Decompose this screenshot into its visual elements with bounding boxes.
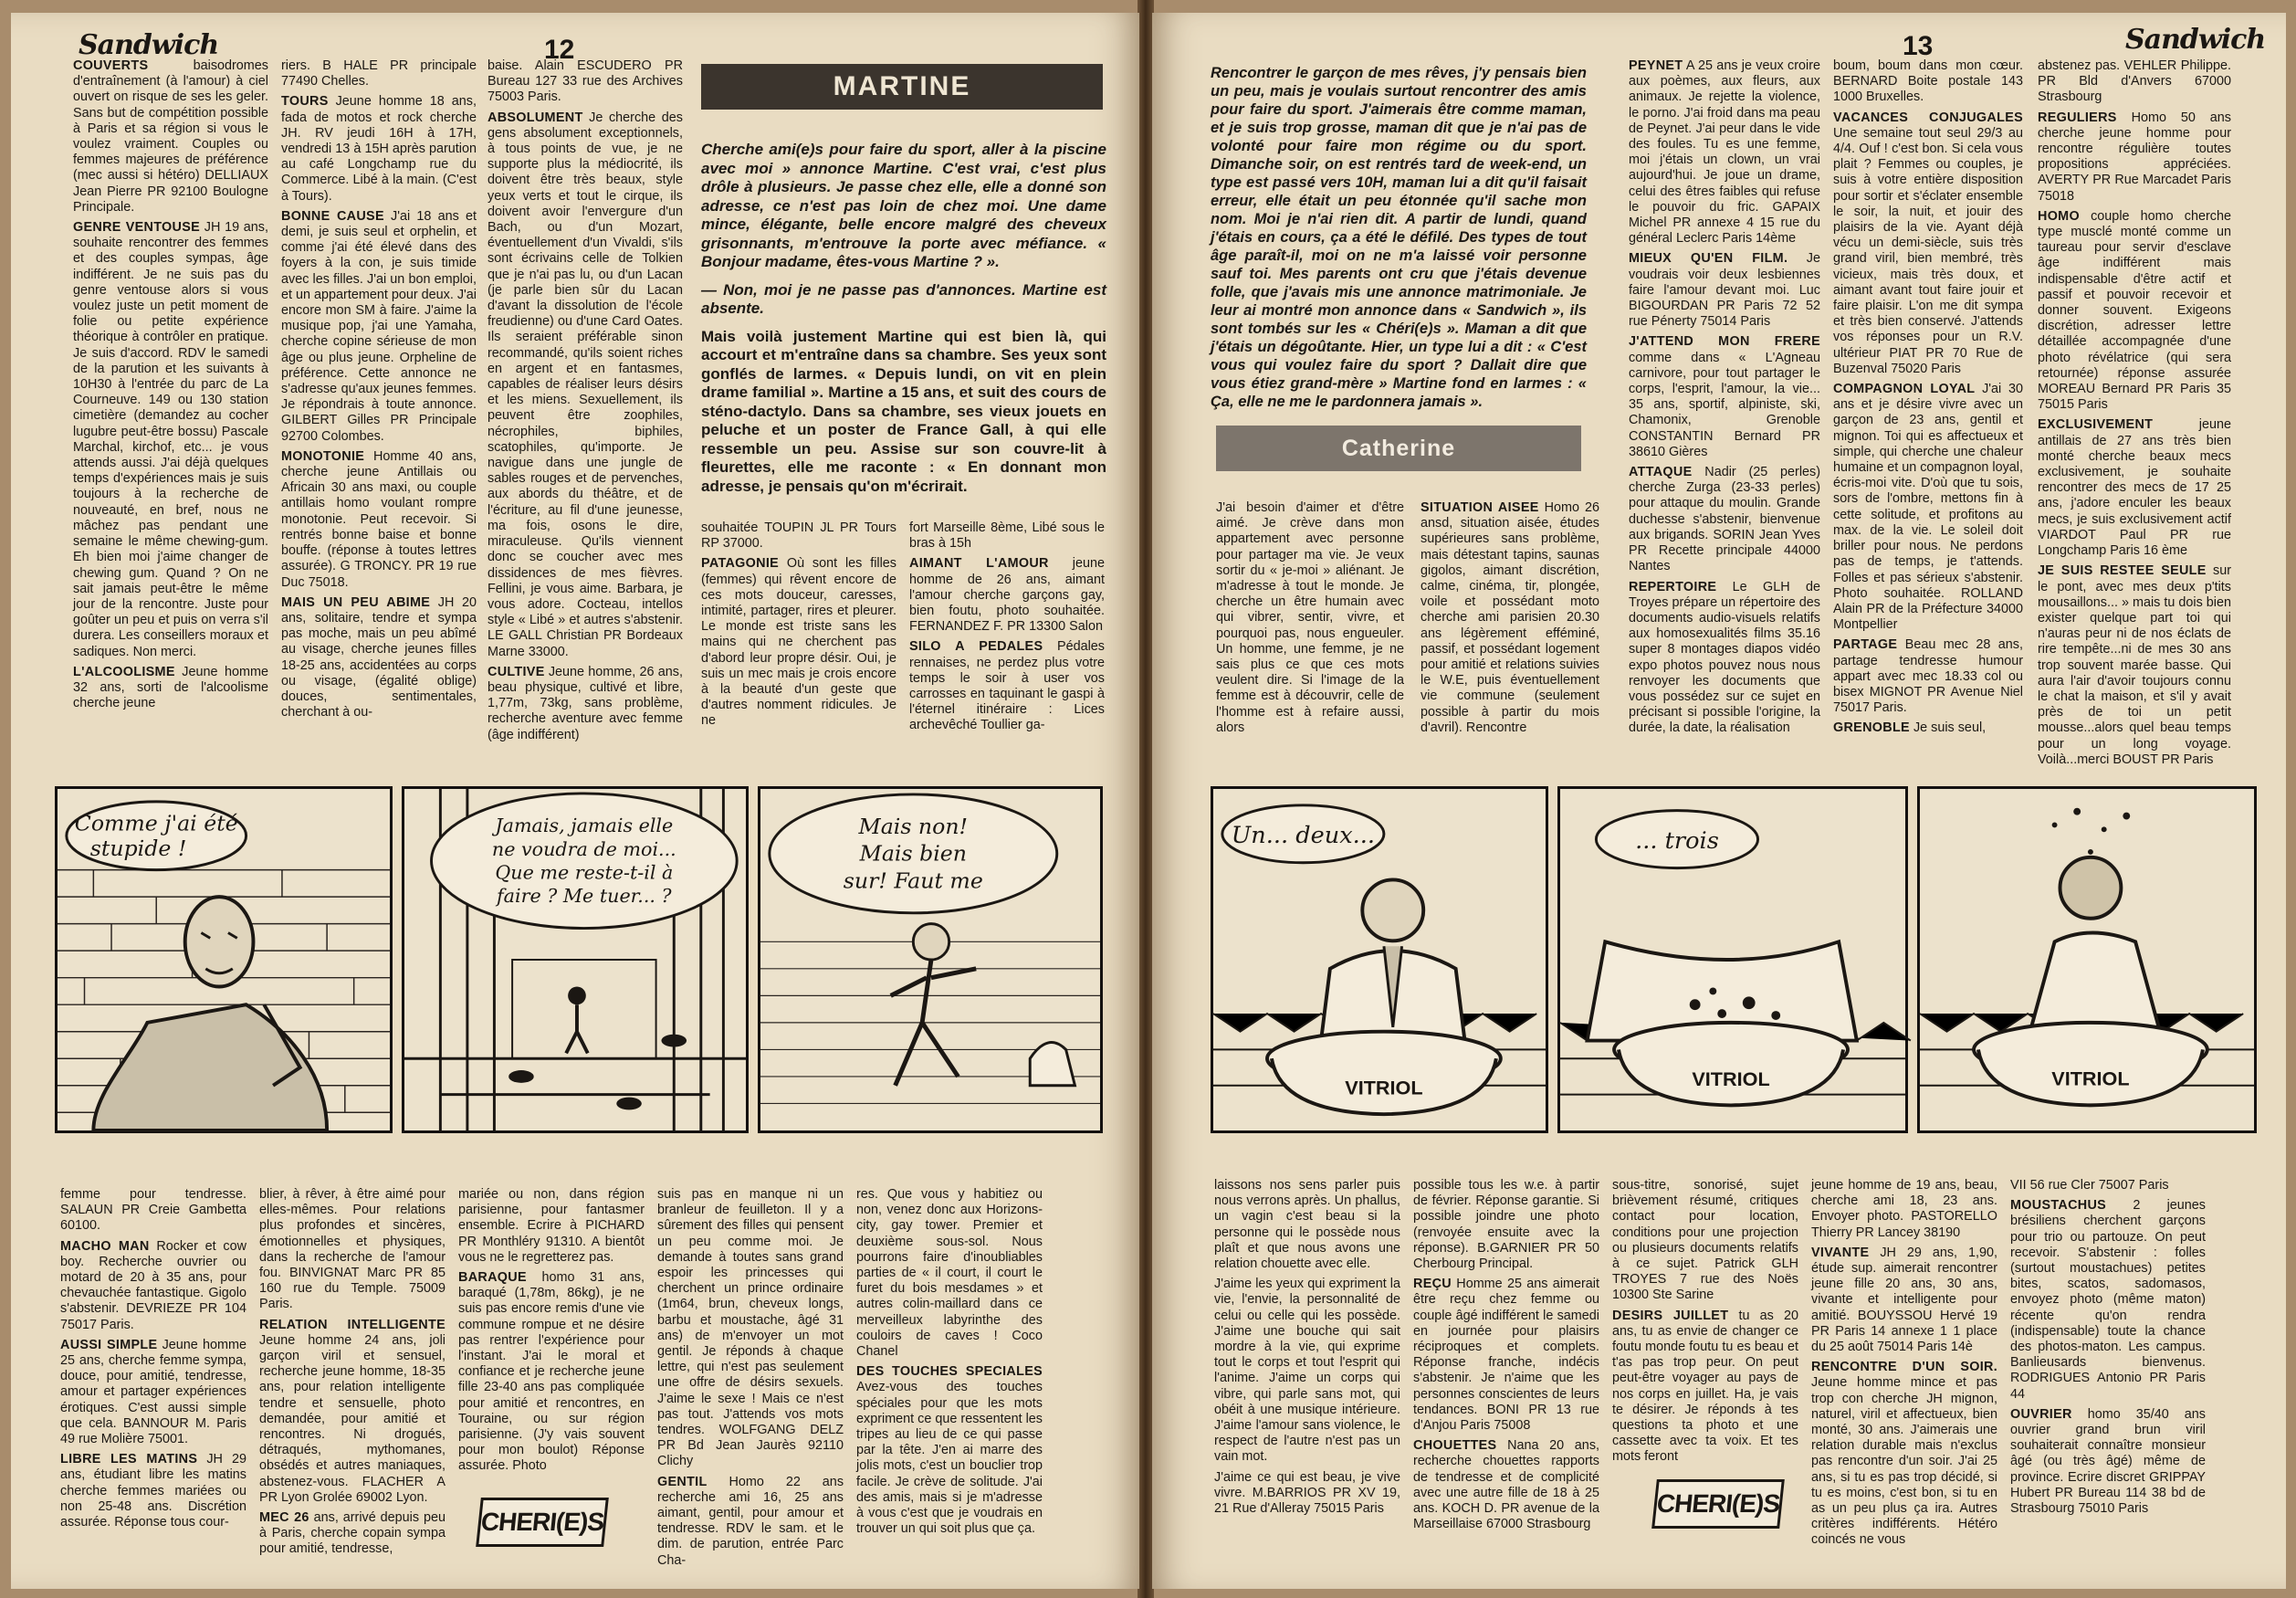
cheries-logo: CHERI(E)S [476,1498,609,1547]
classified-ad [1413,1178,1599,1272]
ad-text: mariée ou non, dans région parisienne, pour fantasmer ensemble. Ecrire à PICHARD PR Monthléry 91310. A bientôt vous ne le regretterez pas. [458,1187,645,1265]
ad-text: jeune antillais de 27 ans très bien monté cherche beaux mecs exclusivement, je souhaite rencontrer des mecs de 17 25 ans, j'adore enculer les beaux mecs, je suis exclusivement actif VIARDOT Paul PR rue Longchamp Paris 16 ème [2038,417,2231,559]
ad-keyword: ABSOLUMENT [488,110,583,125]
ad-keyword: LIBRE LES MATINS [60,1452,198,1467]
classified-ad [2038,58,2231,106]
classified-ad [259,1510,446,1558]
classified-ad [2010,1198,2206,1403]
martine-intro: Cherche ami(e)s pour faire du sport, aller à la piscine avec moi » annonce Martine. C'est vrai, c'est plus drôle à plusieurs. Je passe chez elle, elle a donné son adresse, ce n'est pas loin de chez moi. Une dame mince, élégante, belle encore malgré des cheveux grisonnants, m'entrouve la porte avec méfiance. « Bonjour madame, êtes-vous Martine ? ». [701,141,1106,270]
ad-text: Homme 25 ans aimerait être reçu chez femme ou couple âgé indifférent le samedi en journée pour plaisirs réciproques et complets. Réponse franche, indécis s'abstenir. Je n'aime que les personnes conscientes de leurs tendances. BONI PR 13 rue d'Anjou Paris 75008 [1413,1277,1599,1434]
ads-column-r1 [1629,58,1821,736]
martine-reply: — Non, moi je ne passe pas d'annonces. Martine est absente. [701,280,1106,317]
classified-ad [2038,563,2231,768]
ad-text: homo 35/40 ans ouvrier grand brun viril souhaiterait connaître monsieur âgé (ou très âgé) même de province. Ecrire discret GRIPPAY Hubert PR Bureau 114 38 bd de Strasbourg 75010 Paris [2010,1406,2206,1517]
classified-ad [1811,1246,1997,1355]
ad-text: fort Marseille 8ème, Libé sous le bras à 15h [909,520,1105,552]
ads-column-8 [458,1187,645,1488]
masthead-logo: Sandwich [79,29,219,61]
ad-keyword: VACANCES CONJUGALES [1833,110,2023,125]
ad-keyword: DES TOUCHES SPECIALES [856,1364,1043,1380]
ad-text: JH 20 ans, solitaire, tendre et sympa pas moche, mais un peu abîmé au visage, cherche jeunes filles 18-25 ans, accidentées au corps ou visage, (égalité oblige) douces, sentimentales, cherchant à ou- [281,594,477,720]
ad-keyword: OUVRIER [2010,1406,2072,1422]
ad-keyword: REGULIERS [2038,110,2117,125]
left-page [11,13,1139,1589]
vitriol-label: VITRIOL [1692,1067,1770,1090]
classified-ad [1629,465,1820,574]
comic-bubble-1: Comme j'ai été [74,810,238,836]
right-page [1152,13,2286,1589]
page-number: 12 [544,35,575,65]
ad-text: Je suis seul, [1913,720,1987,736]
svg-text:Mais bien: Mais bien [859,840,967,867]
classified-ad [909,556,1105,635]
ad-keyword: GRENOBLE [1833,720,1910,736]
ad-keyword: DESIRS JUILLET [1612,1308,1729,1323]
comic-panel-2 [402,786,749,1133]
martine-body: Mais voilà justement Martine qui est bien là, qui accourt et m'entraîne dans sa chambre. Ses yeux sont gonflés de larmes. « Depuis lundi, on vit en plein drame familial ». Martine a 15 ans, et suit des cours de sténo-dactylo. Dans sa chambre, ses vieux jouets en peluche et un poster de France Gall, à qui elle ressemble un peu. Assise sur son couvre-lit à fleurettes, elle me raconte : « En donnant mon adresse, je pensais qu'on m'écrirait. [701,327,1106,495]
ad-text: Beau mec 28 ans, partage tendresse humour appart avec mec 18.33 col ou bisex MIGNOT PR Avenue Niel 75017 Paris. [1833,637,2024,716]
comic-panel-5-art [1560,789,1905,1130]
ad-text: A 25 ans je veux croire aux poèmes, aux fleurs, aux animaux. Je rejette la violence, le porno. J'ai froid dans ma peau de Peynet. J'ai peur dans le vide des foules. Tu es une femme, moi j'étais un clown, un vrai aujourd'hui. Je joue un drame, celui des êtres faibles qui refuse le pouvoir du fric. GAPAIX Michel PR annexe 4 15 rue du général Leclerc Paris 14ème [1629,58,1820,247]
ad-text: res. Que vous y habitiez ou non, venez donc aux Horizons-city, gay tower. Premier et deuxième sous-sol. Nous pourrons faire d'inoubliables parties de « il court, il court le furet du bois mesdames » et autres colin-maillard dans ce merveilleux labyrinthe des couloirs de caves ! Coco Chanel [856,1187,1043,1360]
ad-text: J'aime les yeux qui expriment la vie, l'envie, la personnalité de celui ou celle qui les possède. J'aime une bouche qui sait mordre à la vie, qui exprime tout le corps et tout l'esprit qui l'anime. J'aime un corps qui vibre, qui parle sans mot, qui obéit à une musique intérieure. J'aime l'amour sans violence, le respect de l'autre n'est pas un vain mot. [1214,1277,1400,1465]
vitriol-label: VITRIOL [1345,1076,1423,1099]
classified-ad [1811,1360,1997,1548]
ad-text: Homme 40 ans, cherche jeune Antillais ou Africain 30 ans maxi, ou couple antillais homo voulant rompre monotonie. Peut recevoir. Si rentrés bonne baise et bonne bouffe. (réponse à toutes lettres assurée). G TRONCY. PR 19 rue Duc 75018. [281,448,477,590]
comic-bubble-4: Un... deux... [1231,822,1376,850]
comic-panel-6-art [1920,789,2254,1130]
ads-column-7 [259,1187,446,1580]
ads-column-r2 [1833,58,2024,736]
ad-text: Pédales rennaises, ne perdez plus votre temps le soir à user vos carrosses en taquinant le gaspi à l'éternel itinéraire : Lices archevêché Toullier ga- [909,639,1105,733]
ad-text: abstenez pas. VEHLER Philippe. PR Bld d'Anvers 67000 Strasbourg [2038,58,2231,105]
comic-bubble-2: Jamais, jamais elle [495,815,674,837]
classified-ad [1629,334,1820,460]
ads-column-r7 [1811,1178,1997,1580]
classified-ad [73,220,268,660]
classified-ad [1214,1277,1400,1465]
classified-ad [1629,58,1820,247]
ads-column-r0 [1421,500,1599,735]
classified-ad [1214,1178,1400,1272]
ad-keyword: REÇU [1413,1277,1452,1292]
classified-ad [60,1239,246,1333]
ad-text: Une semaine tout seul 29/3 au 4/4. Ouf ! c'est bon. Si cela vous plait ? Femmes ou couples, je suis à votre entière disposition pour sortir et s'éclater ensemble le soir, la nuit, et jouir des plaisirs de la vie. Ayant déjà vécu un demi-siècle, suis très grand viril, bien membré, très vicieux, mais très doux, et aimant avant tout faire jouir et faire plaisir. L'on me dit sympa et très bien conservé. J'attends vos réponses pour un R.V. ultérieur PIAT PR 70 Rue de Buzenval 75020 Paris [1833,125,2023,376]
ad-text: Jeune homme mince et pas trop con cherche JH mignon, naturel, viril et affectueux, bien monté, 30 ans. J'aimerais une relation durable mais n'exclus pas rencontre d'un soir. J'ai 25 ans, si tu es pas trop décidé, si tu es moins, c'est bon, si tu en as un peu plus ça ira. Autres critères indifférents. Hétéro coincés ne vous [1811,1375,1997,1548]
ad-text: Où sont les filles (femmes) qui rêvent encore de ces mots douceur, caresses, intimité, partager, rires et pleurer. Le monde est triste sans les mains qui ne cherchent pas d'abord leur propre désir. Oui, je suis un mec mais je crois encore à la beauté d'un geste que d'autres nomment ridicules. Je ne [701,556,896,729]
ads-column-6 [60,1187,246,1580]
classified-ad [1612,1309,1798,1466]
masthead-logo: Sandwich [2125,24,2266,56]
comic-panel-6 [1917,786,2257,1133]
ad-keyword: BONNE CAUSE [281,208,384,224]
classified-ad [2038,209,2231,414]
classified-ad [281,94,477,204]
comic-panel-1 [55,786,393,1133]
classified-ad [657,1187,844,1470]
comic-bubble-3: Mais non! [858,814,969,840]
catherine-text: J'ai besoin d'aimer et d'être aimé. Je crève dans mon appartement avec personne pour partager ma vie. Je veux sortir du « je-moi » aliénant. Je m'adresse à tout le monde. Je cherche un être humain avec qui vibrer, sentir, vivre, et pourquoi pas, nous engueuler. Un homme, une femme, je ne sais plus ce que ces mots veulent dire. Si l'image de la femme est à découvrir, celle de l'homme est à refaire aussi, alors [1216,500,1404,735]
classified-ad [2038,417,2231,559]
comic-bubble-5: ... trois [1635,826,1719,855]
svg-text:Que me reste-t-il à: Que me reste-t-il à [495,861,674,884]
ad-text: laissons nos sens parler puis nous verrons après. Un phallus, un vagin c'est beau si la personne qui le possède nous plaît et que nous avons une relation chouette avec elle. [1214,1178,1400,1272]
ad-text: J'aime ce qui est beau, je vive vivre. M.BARRIOS PR XV 19, 21 Rue d'Alleray 75015 Paris [1214,1469,1400,1517]
ads-column-r6 [1612,1178,1798,1470]
ad-keyword: AIMANT L'AMOUR [909,556,1049,572]
classified-ad [281,595,477,721]
ad-keyword: GENRE VENTOUSE [73,220,201,236]
ad-keyword: JE SUIS RESTEE SEULE [2038,563,2207,579]
classified-ad [1629,251,1820,330]
ads-column-r4 [1214,1178,1400,1580]
ad-text: 2 jeunes brésiliens cherchent garçons pour trio ou partouze. On peut recevoir. S'abstenir : folles (surtout moustachues) petites bites, scatos, sadomasos, envoyez photo (même maton) récente qu'on rendra (indispensable) toute la chance des photos-maton. Les campus. Banlieusards bienvenus. RODRIGUES Antonio PR Paris 44 [2010,1198,2206,1402]
ad-text: tu as 20 ans, tu as envie de changer ce foutu monde foutu tu es beau et t'as pas trop peur. On peut peut-être voyager au pays de nos corps en juillet. Ha, je vais te désirer. Je réponds à tes questions ta photo et une cassette avec ta voix. Et tes mots feront [1612,1308,1799,1465]
classified-ad [1833,58,2023,106]
ad-text: comme dans « L'Agneau carnivore, pour tout partager le corps, l'esprit, l'amour, la vie... 35 ans, sportif, alpiniste, ski, Chamonix, Grenoble CONSTANTIN Bernard PR 38610 Gières [1629,350,1820,459]
ad-keyword: TOURS [281,94,329,110]
comic-panel-4-art [1213,789,1546,1130]
ads-column-3 [488,58,683,742]
ad-text: boum, boum dans mon cœur. BERNARD Boite postale 143 1000 Bruxelles. [1833,58,2023,105]
classified-ad [909,639,1105,733]
comic-panel-5 [1557,786,1908,1133]
classified-ad [458,1270,645,1475]
ads-column-1 [73,58,268,725]
ad-keyword: CULTIVE [488,664,545,679]
cheries-logo: CHERI(E)S [1651,1479,1785,1529]
ad-text: Jeune homme, 26 ans, beau physique, cultivé et libre, 1,77m, 73kg, sans problème, recherche aventure avec femme (âge indifférent) [488,664,683,742]
ad-keyword: SITUATION AISEE [1421,500,1539,515]
ad-text: suis pas en manque ni un branleur de feuilleton. Il y a sûrement des filles qui pensent un peu comme moi. Je demande à toutes sans grand espoir les princesses qui cherchent un prince ordinaire (1m64, brun, cheveux longs, barbu et moustache, âgé 31 ans) de m'envoyer un mot gentil. Je réponds à chaque lettre, qui n'est pas seulement une offre de désirs sexuels. J'aime le sexe ! Mais ce n'est pas tout. J'attends vos mots tendres. WOLFGANG DELZ PR Bd Jean Jaurès 92110 Clichy [657,1187,844,1469]
ad-keyword: CHOUETTES [1413,1438,1497,1454]
ad-text: Homo 22 ans recherche ami 16, 25 ans aimant, gentil, pour amour et tendresse. RDV le sam. et le dim. de parution, entrée Parc Cha- [657,1474,844,1568]
ad-text: baise. Alain ESCUDERO PR Bureau 127 33 rue des Archives 75003 Paris. [488,58,683,105]
ad-keyword: MEC 26 [259,1510,309,1526]
classified-ad [1421,500,1599,736]
svg-text:stupide !: stupide ! [89,835,187,861]
classified-ad [259,1318,446,1506]
classified-ad [73,665,268,712]
martine-story [701,141,1106,561]
ad-text: baisodromes d'entraînement (à l'amour) à ciel ouvert on risque de ses les geler. Sans but de compétition possible à Paris et sa région si vous le voulez vraiment. Couples ou femmes majeures de préférence (mec aussi si hétéro) DELLIAUX Jean Pierre PR 92100 Boulogne Principale. [73,58,268,215]
classified-ad [701,556,896,729]
ads-column-10 [856,1187,1043,1580]
ad-text: sous-titre, sonorisé, sujet brièvement résumé, critiques contact pour location, conditions pour une projection ou plusieurs documents relatifs à ce sujet. Patrick GLH TROYES 7 rue des Noës 10300 Ste Sarine [1612,1178,1798,1303]
ad-text: JH 19 ans, souhaite rencontrer des femmes et des couples sympas, âge indifférent. Je ne suis pas du genre ventouse alors si vous voulez juste un petit moment de folie ou petite expérience théorique à contrôler en pratique. Je suis d'accord. RDV le samedi de la parution et les suivants à 10H30 à l'entrée du parc de La Courneuve. 149 ou 130 station cimetière (demandez au cocher lugubre peut-être bossu) Pascale Marchal, kirchof, etc... je vous attends aussi. J'ai déjà quelques temps d'expériences mais je suis toujours à la recherche de nouveauté, en bref, nous ne mâchez pas pendant une semaine le même chewing-gum. Eh bien moi j'aime changer de chewing gum. Quand ? On ne sait jamais peut-être le même jour de la rencontre. Juste pour goûter un peu et puis on verra s'il durera. Les conseillers moraux et sadiques. Non merci. [73,220,269,659]
classified-ad [1833,382,2023,633]
comic-panel-2-art [404,789,746,1130]
ad-keyword: REPERTOIRE [1629,579,1717,594]
ads-column-r3 [2038,58,2232,767]
ads-column-r8 [2010,1178,2206,1580]
classified-ad [259,1187,446,1313]
classified-ad [1612,1178,1798,1304]
ad-text: Rocker et cow boy. Recherche ouvrier ou motard de 20 à 35 ans, pour chevauchée fantastique. Gigolo s'abstenir. DEVRIEZE PR 104 75017 Paris. [60,1238,246,1332]
classified-ad [60,1187,246,1235]
classified-ad [281,209,477,445]
classified-ad [1214,1470,1400,1518]
ad-keyword: HOMO [2038,208,2080,224]
martine-story-continued: Rencontrer le garçon de mes rêves, j'y pensais bien un peu, mais je voulais surtout rencontrer des amis pour faire du sport. J'aimerais être comme maman, et je suis trop grosse, maman dit que je n'ai pas de volonté pour faire mon régime ou du sport. Dimanche soir, on est rentrés tard de week-end, un type est passé vers 10H, maman lui a dit qu'il faisait erreur, elle était un peu étonnée qu'il sache mon nom. Moi je n'ai rien dit. A partir de lundi, quand j'étais en cours, ça a été le défilé. Des types de tout âge paraît-il, moi on ne m'a laissé voir personne sauf toi. Mes parents ont cru que j'étais devenue folle, que j'avais mis une annonce matrimoniale. Je leur ai montré mon annonce dans « Sandwich », ils sont tombés sur les « Chéri(e)s ». Maman a dit que j'étais un dégoûtante. Hier, un type lui a dit : « C'est vous qui voulez faire du sport ? Dallait dire que vous étiez grand-mère » Martine fond en larmes : « Ça, elle ne me le pardonnera jamais ». [1211,65,1587,410]
classified-ad [856,1187,1043,1360]
classified-ad [1833,110,2023,377]
ads-column-9 [657,1187,844,1580]
ad-text: JH 29 ans, étudiant libre les matins cherche femmes mariées ou non 25-48 ans. Discrétion assurée. Réponse tous cour- [60,1452,247,1530]
ad-text: Avez-vous des touches spéciales pour que les mots expriment ce que ressentent les tripes au lieu de ce qui passe par la tête. J'en ai marre des jolis mots, c'est un bouclier trop facile. Je crève de solitude. J'ai des amis, mais si je m'adresse à vous c'est que je voudrais en trouver un qui soit plus que ça. [856,1380,1043,1537]
classified-ad [488,110,683,660]
ad-keyword: BARAQUE [458,1270,527,1286]
comic-panel-3 [758,786,1103,1133]
ad-keyword: GENTIL [657,1474,708,1489]
classified-ad [1413,1438,1599,1532]
ad-text: riers. B HALE PR principale 77490 Chelles. [281,58,477,89]
ad-text: Jeune homme 32 ans, sorti de l'alcoolisme cherche jeune [73,664,268,711]
ad-keyword: RELATION INTELLIGENTE [259,1317,446,1332]
ads-column-2 [281,58,477,725]
comic-panel-4 [1211,786,1548,1133]
classified-ad [701,520,896,552]
classified-ad [1413,1277,1599,1434]
ad-text: Homo 50 ans cherche jeune homme pour rencontre régulière toutes propositions appréciées. AVERTY PR Rue Marcadet Paris 75018 [2038,110,2232,204]
ad-text: Jeune homme 18 ans, fada de motos et rock cherche JH. RV jeudi 16H à 17H, vendredi 13 à 15H après parution au café Longchamp rue du Commerce. Libé à la main. (C'est à Tours). [281,94,477,204]
ad-keyword: MAIS UN PEU ABIME [281,594,431,610]
ad-keyword: MONOTONIE [281,448,365,464]
ad-keyword: L'ALCOOLISME [73,664,175,679]
classified-ad [281,449,477,591]
ad-text: JH 29 ans, 1,90, étude sup. aimerait rencontrer jeune fille 20 ans, 30 ans, vivante et intelligente pour amitié. BOUYSSOU Hervé 19 PR Paris 14 annexe 1 1 place du 25 août 75014 Paris 14è [1811,1245,1998,1355]
ad-text: femme pour tendresse. SALAUN PR Creie Gambetta 60100. [60,1187,246,1234]
ad-text: sur le pont, avec mes deux p'tits mousaillons... » mais tu dois bien exister quelque part toi qui n'auras peur ni de nos éclats de rire tempête...ni de mes 30 ans trop souvent marée basse. Qui aura l'air d'avoir toujours connu le chat la maison, et s'il y avait près de toi un petit mousse...alors quel beau temps pour un long voyage. Voilà...merci BOUST PR Paris [2038,563,2231,767]
classified-ad [60,1452,246,1530]
classified-ad [856,1364,1043,1537]
classified-ad [488,665,683,743]
ad-keyword: MIEUX QU'EN FILM. [1629,251,1788,267]
ad-keyword: RENCONTRE D'UN SOIR. [1811,1360,1997,1375]
ad-keyword: MACHO MAN [60,1238,150,1254]
ad-text: Nana 20 ans, recherche chouettes rapports de tendresse et de complicité avec une autre fille de 18 à 25 ans. KOCH D. PR avenue de la Marseillaise 67000 Strasbourg [1413,1438,1600,1532]
svg-text:faire ? Me tuer... ?: faire ? Me tuer... ? [497,885,672,908]
ad-text: J'ai 18 ans et demi, je suis seul et orphelin, et comme j'ai été élevé dans des foyers à la con, je suis timide avec les filles. J'ai un bon emploi, et un appartement pour deux. J'ai encore mon SM à faire. J'aime la musique pop, j'ai une Yamaha, cherche copine sérieuse de mon âge ou plus jeune. Orpheline de préférence. Cette annonce ne s'adresse qu'aux jeunes femmes. Je répondrais à toute annonce. GILBERT Gilles PR Principale 92700 Colombes. [281,208,477,444]
svg-text:ne voudra de moi...: ne voudra de moi... [491,837,676,860]
classified-ad [1629,580,1820,737]
ad-text: jeune homme de 26 ans, aimant l'amour cherche garçons gay, bien foutu, photo souhaitée. FERNANDEZ F. PR 13300 Salon [909,556,1105,635]
ad-keyword: COMPAGNON LOYAL [1833,382,1976,397]
ad-text: jeune homme de 19 ans, beau, cherche ami 18, 23 ans. Envoyer photo. PASTORELLO Thierry PR Lancey 38190 [1811,1178,1997,1240]
comic-panel-3-art [760,789,1100,1130]
ad-text: Jeune homme 25 ans, cherche femme sympa, douce, pour amitié, tendresse, amour et partager expériences érotiques. C'est aussi simple que cela. BANNOUR M. Paris 49 rue Molière 75001. [60,1337,246,1447]
ad-text: Homo 26 ansd, situation aisée, études supérieures sans problème, mais détestant tapins, saunas gigolos, aimant discrétion, calme, cinéma, tir, plongée, voile et possédant moto cherche ami parisien 20.30 ans légèrement efféminé, passif, et possédant logement pour amitié et relations suivies le W.E, puis éventuellement vie commune (seulement possible à partir du mois d'avril). Rencontre [1421,500,1599,735]
ad-text: Je voudrais voir deux lesbiennes faire l'amour devant moi. Luc BIGOURDAN PR Paris 72 52 rue Pénerty 75014 Paris [1629,251,1820,330]
classified-ad [73,58,268,216]
vitriol-label: VITRIOL [2051,1067,2130,1090]
ads-column-r5 [1413,1178,1599,1580]
classified-ad [1833,637,2023,716]
ad-keyword: PARTAGE [1833,637,1898,653]
comic-panel-1-art [58,789,390,1130]
classified-ad [1811,1178,1997,1241]
ad-text: Le GLH de Troyes prépare un répertoire des documents audio-visuels relatifs aux homosexualités films 35.16 super 8 montages diapos vidéo expo photos pouvez nous nous renvoyer les documents que vous possédez sur ce sujet en précisant si possible l'origine, la durée, la date, la réalisation [1629,579,1821,736]
ad-text: J'ai 30 ans et je désire vivre avec un garçon de 23 ans, gentil et mignon. Toi qui es affectueux et simple, qui cherche une chaleur humaine et un compagnon loyal, écris-moi vite. D'où que tu sois, sors de l'ombre, mettons fin à cette solitude, et profitons au max. de la vie. Le soleil doit briller pour nous. Ne perdons pas de temps, je t'attends. Folles et pas sérieux s'abstenir. Photo souhaitée. ROLLAND Alain PR de la Préfecture 34000 Montpellier [1833,382,2024,633]
ad-keyword: PATAGONIE [701,556,780,572]
ad-text: possible tous les w.e. à partir de février. Réponse garantie. Si possible joindre une photo (renvoyée ensuite avec la réponse). B.GARNIER PR 50 Cherbourg Principal. [1413,1178,1599,1272]
ad-keyword: EXCLUSIVEMENT [2038,417,2154,433]
ad-keyword: AUSSI SIMPLE [60,1337,158,1352]
classified-ad [2038,110,2231,205]
ad-keyword: COUVERTS [73,58,149,73]
ad-keyword: MOUSTACHUS [2010,1198,2107,1214]
svg-text:sur! Faut me: sur! Faut me [843,867,983,894]
ad-text: homo 31 ans, baraqué (1,78m, 86kg), je ne suis pas encore remis d'une vie commune rompue et ne désire pas rentrer l'expérience pour l'instant. J'ai le moral et confiance et je recherche jeune fille 23-40 ans pas compliquée pour amitié et rencontres, en Touraine, ou sur région parisienne. (J'y vais souvent pour mon boulot) Réponse assurée. Photo [458,1270,645,1474]
classified-ad [488,58,683,106]
ad-text: blier, à rêver, à être aimé pour elles-mêmes. Pour relations plus profondes et sincères, émotionnelles et physiques, dans la recherche de l'amour fou. BINVIGNAT Marc PR 85 160 rue du Temple. 75009 Paris. [259,1187,446,1312]
classified-ad [60,1338,246,1447]
ad-keyword: ATTAQUE [1629,465,1693,480]
ads-column-4 [701,520,896,729]
classified-ad [2010,1407,2206,1517]
ad-keyword: PEYNET [1629,58,1683,73]
ad-text: souhaitée TOUPIN JL PR Tours RP 37000. [701,520,896,552]
classified-ad [1833,720,2023,736]
ad-keyword: VIVANTE [1811,1245,1870,1260]
ad-text: VII 56 rue Cler 75007 Paris [2010,1178,2169,1193]
martine-title: MARTINE [701,64,1103,110]
ad-text: couple homo cherche type musclé monté comme un taureau pour servir d'esclave âge indifférent mais indispensable d'être actif et passif et pouvoir recevoir et donner souvent. Exigeons discrétion, adresser lettre détaillée accompagnée d'une photo révélatrice (qui sera retournée) réponse assurée MOREAU Bernard PR Paris 35 75015 Paris [2038,208,2231,413]
ad-keyword: SILO A PEDALES [909,639,1043,655]
ad-text: Jeune homme 24 ans, joli garçon viril et sensuel, recherche jeune homme, 18-35 ans, pour relation intelligente tendre et sensuelle, photo demandée, pour amitié et rencontres. Ni drogués, détraqués, mythomanes, obsédés et autres maniaques, abstenez-vous. FLACHER A PR Lyon Grolée 69002 Lyon. [259,1332,446,1505]
ad-keyword: J'ATTEND MON FRERE [1629,334,1820,350]
ad-text: ans, arrivé depuis peu à Paris, cherche copain sympa pour amitié, tendresse, [259,1510,446,1557]
ads-column-5 [909,520,1105,733]
classified-ad [458,1187,645,1266]
catherine-title: Catherine [1216,426,1581,471]
page-number: 13 [1903,31,1934,61]
ad-text: Je cherche des gens absolument exceptionnels, à tous points de vue, je ne supporte plus la médiocrité, ils doivent être très beaux, style yeux verts et tout le cirque, ils doivent avoir l'envergure d'un Bach, ou d'un Mozart, éventuellement d'un Vivaldi, s'ils sont écrivains celle de Tolkien que je n'ai pas lu, ou d'un Lacan (je parle bien sûr du Lacan d'avant la dissolution de l'école freudienne) ou d'une Card Oates. Ils seraient préférable sinon recommandé, qu'ils soient riches en argent et en fantasmes, capables de réaliser leurs désirs et les miens. Sexuellement, ils peuvent être zoophiles, nécrophiles, biphiles, scatophiles, qu'importe. Je navigue dans une jungle de sables rouges et de pervenches, aux abords du théâtre, et de l'écriture, au fil d'une jeunesse, ma fois, osons le dire, miraculeuse. Qu'ils viennent donc se coucher avec mes dissidences de mes fièvres. Fellini, je vous aime. Barbara, je vous adore. Cocteau, intellos style « Libé » et autres s'abstenir. LE GALL Christian PR Bordeaux Marne 33000. [488,110,683,659]
classified-ad [909,520,1105,552]
classified-ad [281,58,477,89]
classified-ad [657,1475,844,1569]
classified-ad [2010,1178,2206,1193]
ad-text: Nadir (25 perles) cherche Zurga (23-33 perles) pour attaque du moulin. Grande duchesse s'abstenir, bienvenue aux brigands. SORIN Jean Yves PR Recette principale 44000 Nantes [1629,465,1821,574]
